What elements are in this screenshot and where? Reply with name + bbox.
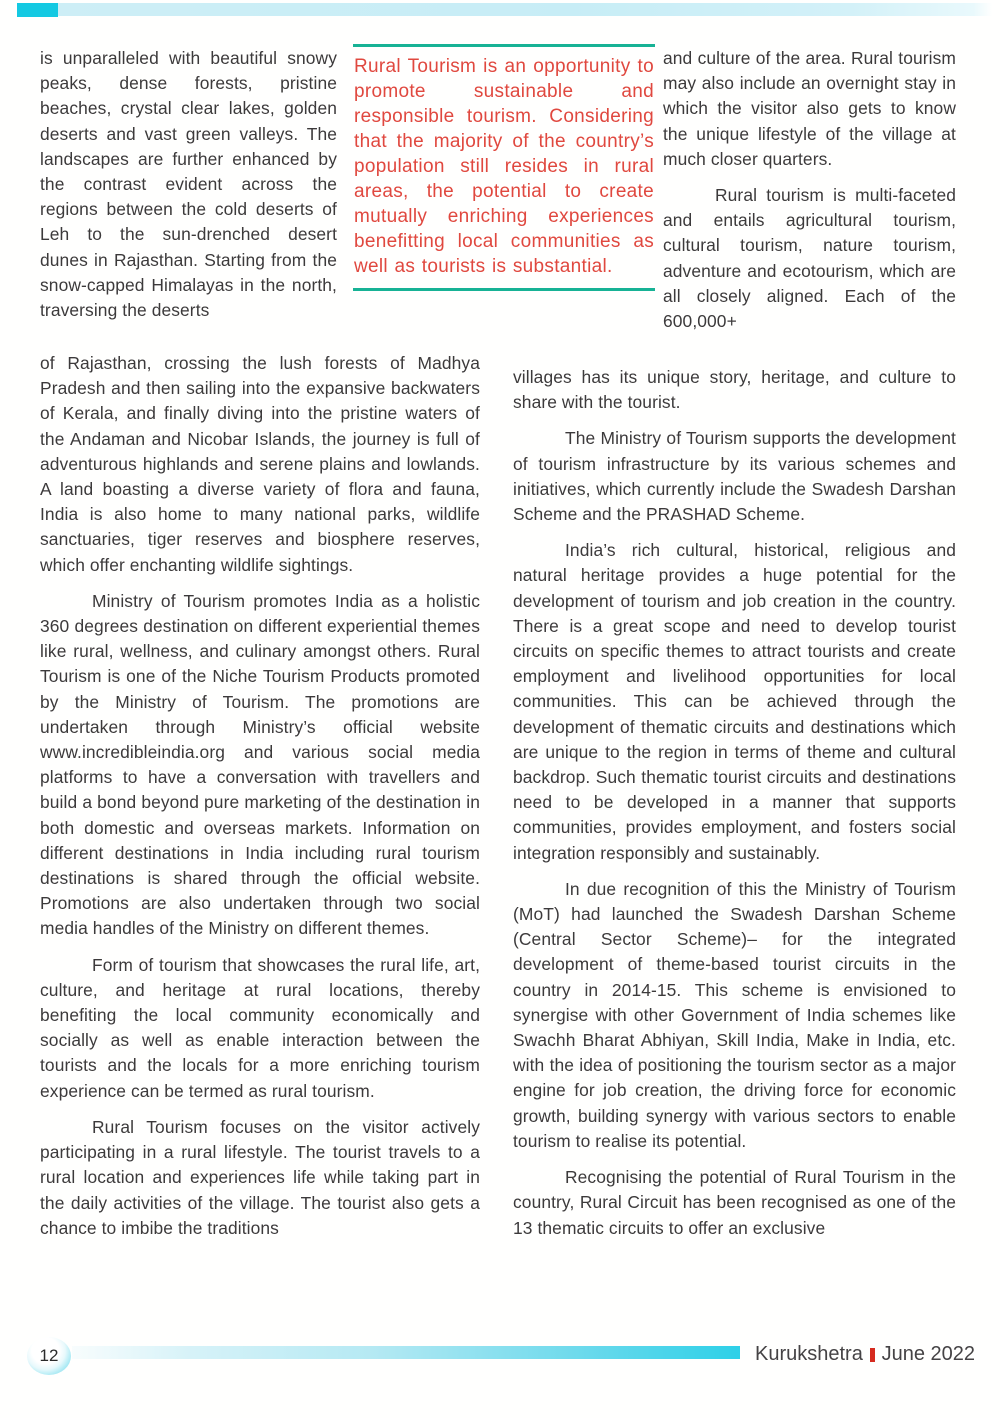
body-paragraph: Rural tourism is multi-faceted and entails agricultural tourism, cultural tourism, nature tourism, adventure and ecotourism, which are all closely aligned. Each of the 600,000+ bbox=[663, 185, 956, 332]
lower-right-column bbox=[513, 365, 956, 1241]
pull-quote-text: Rural Tourism is an opportunity to promote sustainable and responsible tourism. Considering that the majority of the country’s population still resides in rural areas, the potential to create mutually enriching experiences benefitting local communities as well as tourists is substantial. bbox=[354, 56, 654, 277]
top-decoration-bar bbox=[17, 3, 992, 17]
body-paragraph: Ministry of Tourism promotes India as a holistic 360 degrees destination on different experiential themes like rural, wellness, and culinary amongst others. Rural Tourism is one of the Niche Tourism Products promoted by the Ministry of Tourism. The promotions are undertaken through Ministry’s official website www.incredibleindia.org and various social media platforms to have a conversation with travellers and build a bond beyond pure marketing of the destination in both domestic and overseas markets. Information on different destinations in India including rural tourism destinations is shared through the official website. Promotions are also undertaken through two social media handles of the Ministry on different themes. bbox=[40, 590, 480, 939]
issue-date: June 2022 bbox=[881, 1343, 975, 1365]
body-paragraph: is unparalleled with beautiful snowy peaks, dense forests, pristine beaches, crystal clear lakes, golden deserts and vast green valleys. The landscapes are further enhanced by the contrast evident across the regions between the cold deserts of Leh to the sun-drenched desert dunes in Rajasthan. Starting from the snow-capped Himalayas in the north, traversing the deserts bbox=[40, 48, 337, 321]
footer-journal-line bbox=[755, 1343, 975, 1366]
body-paragraph: of Rajasthan, crossing the lush forests of Madhya Pradesh and then sailing into the expansive backwaters of Kerala, and finally diving into the pristine waters of the Andaman and Nicobar Islands, the journey is full of adventurous highlands and serene plains and lowlands. A land boasting a diverse variety of flora and fauna, India is also home to many national parks, wildlife sanctuaries, tiger reserves and biosphere reserves, which offer enchanting wildlife sightings. bbox=[40, 353, 480, 575]
top-left-column bbox=[40, 46, 337, 323]
body-paragraph: Form of tourism that showcases the rural life, art, culture, and heritage at rural locations, thereby benefiting the local community economically and socially as well as enable interaction between the tourists and the locals for a more enriching tourism experience can be termed as rural tourism. bbox=[40, 954, 480, 1101]
lower-left-column bbox=[40, 351, 480, 1241]
body-paragraph: and culture of the area. Rural tourism may also include an overnight stay in which the visitor also gets to know the unique lifestyle of the village at much closer quarters. bbox=[663, 48, 956, 169]
journal-name: Kurukshetra bbox=[755, 1343, 863, 1365]
top-right-column bbox=[663, 46, 956, 334]
pull-quote bbox=[353, 44, 655, 291]
footer-decoration-bar bbox=[72, 1346, 740, 1359]
page-number: 12 bbox=[39, 1346, 59, 1365]
body-paragraph: Rural Tourism focuses on the visitor actively participating in a rural lifestyle. The tourist travels to a rural location and experiences life while taking part in the daily activities of the village. The tourist also gets a chance to imbibe the traditions bbox=[40, 1116, 480, 1238]
body-paragraph: In due recognition of this the Ministry of Tourism (MoT) had launched the Swadesh Darshan Scheme (Central Sector Scheme)– for the integrated development of theme-based tourist circuits in the country in 2014-15. This scheme is envisioned to synergise with other Government of India schemes like Swachh Bharat Abhiyan, Skill India, Make in India, etc. with the idea of positioning the tourism sector as a major engine for job creation, the driving force for economic growth, building synergy with various sectors to enable tourism to realise its potential. bbox=[513, 878, 956, 1151]
body-paragraph: India’s rich cultural, historical, religious and natural heritage provides a huge potential for the development of tourism and job creation in the country. There is a great scope and need to develop tourist circuits on specific themes to attract tourists and create employment and livelihood opportunities for local communities. This can be achieved through the development of thematic circuits and destinations which are unique to the region in terms of theme and cultural backdrop. Such thematic tourist circuits and destinations need to be developed in a manner that supports communities, provides employment, and fosters social integration responsibly and sustainably. bbox=[513, 540, 956, 863]
body-paragraph: The Ministry of Tourism supports the development of tourism infrastructure by its various schemes and initiatives, which currently include the Swadesh Darshan Scheme and the PRASHAD Scheme. bbox=[513, 428, 956, 525]
body-paragraph: Recognising the potential of Rural Tourism in the country, Rural Circuit has been recognised as one of the 13 thematic circuits to offer an exclusive bbox=[513, 1167, 956, 1238]
top-bar-solid-segment bbox=[17, 3, 58, 17]
top-bar-light-segment bbox=[58, 3, 992, 16]
footer-page-number-badge bbox=[27, 1337, 71, 1375]
body-paragraph: villages has its unique story, heritage, and culture to share with the tourist. bbox=[513, 367, 956, 413]
red-square-icon bbox=[870, 1348, 875, 1362]
